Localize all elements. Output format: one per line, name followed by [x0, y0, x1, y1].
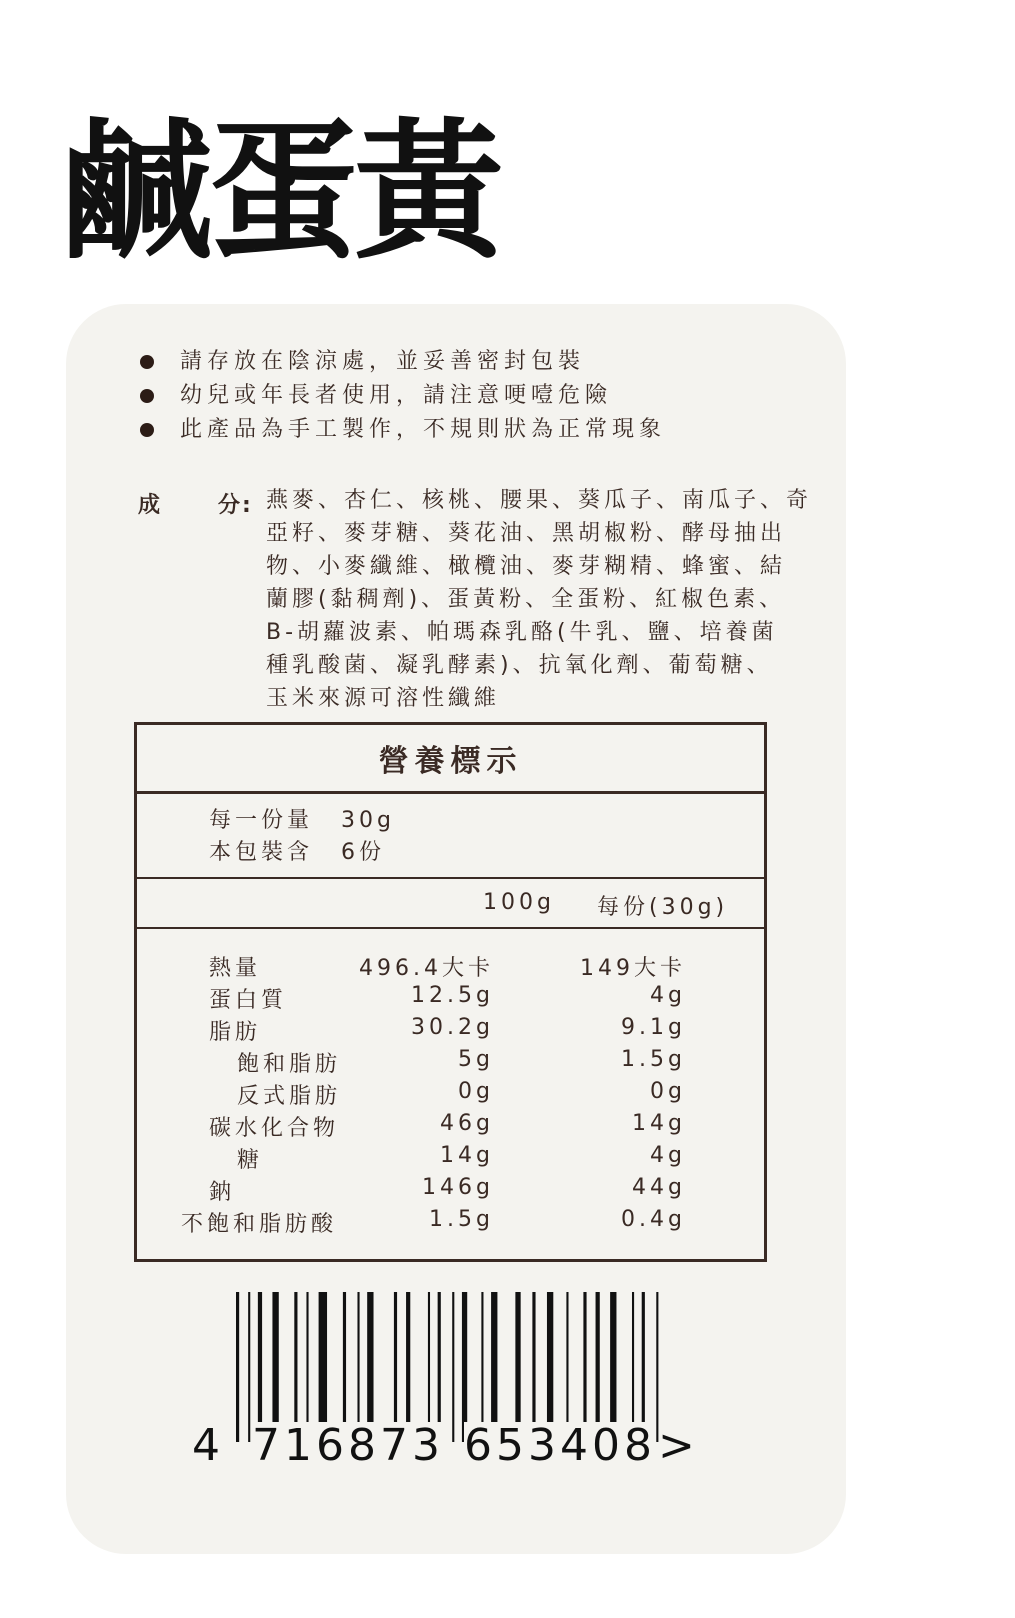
- barcode-group-left: 716873: [252, 1420, 444, 1471]
- servings-label: 本包裝含: [209, 840, 314, 865]
- nutrient-label: 碳水化合物: [209, 1116, 340, 1141]
- bullet-icon: [140, 423, 154, 437]
- nutrient-label: 熱量: [209, 956, 262, 981]
- nutrition-row: [137, 1143, 764, 1175]
- value-per-100g: 1.5g: [429, 1207, 494, 1232]
- nutrition-rows: [137, 951, 764, 1239]
- nutrition-row: [137, 983, 764, 1015]
- divider: [137, 927, 764, 929]
- value-per-100g: 496.4大卡: [359, 956, 494, 981]
- divider: [137, 877, 764, 879]
- servings-value: 6份: [341, 840, 385, 865]
- barcode-bar: [452, 1292, 454, 1442]
- note-item: 幼兒或年長者使用，請注意哽噎危險: [140, 379, 666, 413]
- value-per-serving: 149大卡: [580, 956, 686, 981]
- value-per-serving: 0.4g: [621, 1207, 686, 1232]
- value-per-serving: 1.5g: [621, 1047, 686, 1072]
- value-per-serving: 0g: [650, 1079, 686, 1104]
- barcode-end-mark: >: [658, 1420, 699, 1471]
- product-title: 鹹蛋黃: [62, 106, 501, 280]
- serving-info: [209, 805, 395, 869]
- serving-size-label: 每一份量: [209, 808, 314, 833]
- ingredients-line: 燕麥、杏仁、核桃、腰果、葵瓜子、南瓜子、奇: [266, 488, 813, 513]
- barcode-bar: [236, 1292, 239, 1442]
- bullet-icon: [140, 389, 154, 403]
- value-per-100g: 12.5g: [411, 983, 494, 1008]
- barcode-bar: [248, 1292, 250, 1442]
- nutrition-table: [134, 722, 767, 1262]
- value-per-100g: 46g: [440, 1111, 494, 1136]
- column-header-serving: 每份(30g): [597, 895, 729, 920]
- value-per-serving: 44g: [632, 1175, 686, 1200]
- nutrition-row: [137, 951, 764, 983]
- ingredients-line: B-胡蘿波素、帕瑪森乳酪(牛乳、鹽、培養菌: [266, 620, 778, 645]
- nutrient-label: 糖: [237, 1148, 264, 1173]
- value-per-serving: 9.1g: [621, 1015, 686, 1040]
- ingredients-label: 成 分:: [138, 493, 253, 518]
- note-item: 請存放在陰涼處，並妥善密封包裝: [140, 345, 666, 379]
- ingredients-line: 物、小麥纖維、橄欖油、麥芽糊精、蜂蜜、結: [266, 554, 787, 579]
- serving-size-value: 30g: [341, 808, 395, 833]
- value-per-100g: 14g: [440, 1143, 494, 1168]
- nutrition-row: [137, 1015, 764, 1047]
- nutrient-label: 鈉: [209, 1180, 236, 1205]
- nutrition-heading: 營養標示: [137, 725, 764, 794]
- value-per-serving: 14g: [632, 1111, 686, 1136]
- ingredients-text: [266, 484, 813, 715]
- ingredients-line: 蘭膠(黏稠劑)、蛋黃粉、全蛋粉、紅椒色素、: [266, 587, 786, 612]
- storage-notes: [140, 345, 666, 447]
- value-per-100g: 146g: [422, 1175, 494, 1200]
- nutrient-label: 反式脂肪: [237, 1084, 342, 1109]
- nutrition-row: [137, 1079, 764, 1111]
- column-header-100g: 100g: [483, 890, 555, 915]
- nutrition-row: [137, 1047, 764, 1079]
- nutrient-label: 不飽和脂肪酸: [181, 1212, 338, 1237]
- ingredients-line: 玉米來源可溶性纖維: [266, 686, 501, 711]
- nutrition-row: [137, 1111, 764, 1143]
- note-item: 此產品為手工製作，不規則狀為正常現象: [140, 413, 666, 447]
- value-per-100g: 0g: [458, 1079, 494, 1104]
- ingredients-line: 亞籽、麥芽糖、葵花油、黑胡椒粉、酵母抽出: [266, 521, 787, 546]
- barcode-digit-first: 4: [192, 1420, 224, 1471]
- nutrition-row: [137, 1207, 764, 1239]
- nutrition-row: [137, 1175, 764, 1207]
- value-per-100g: 5g: [458, 1047, 494, 1072]
- bullet-icon: [140, 355, 154, 369]
- nutrient-label: 脂肪: [209, 1020, 262, 1045]
- value-per-serving: 4g: [650, 983, 686, 1008]
- barcode-group-right: 653408: [464, 1420, 656, 1471]
- nutrient-label: 蛋白質: [209, 988, 288, 1013]
- ingredients-line: 種乳酸菌、凝乳酵素)、抗氧化劑、葡萄糖、: [266, 653, 773, 678]
- value-per-serving: 4g: [650, 1143, 686, 1168]
- nutrient-label: 飽和脂肪: [237, 1052, 342, 1077]
- value-per-100g: 30.2g: [411, 1015, 494, 1040]
